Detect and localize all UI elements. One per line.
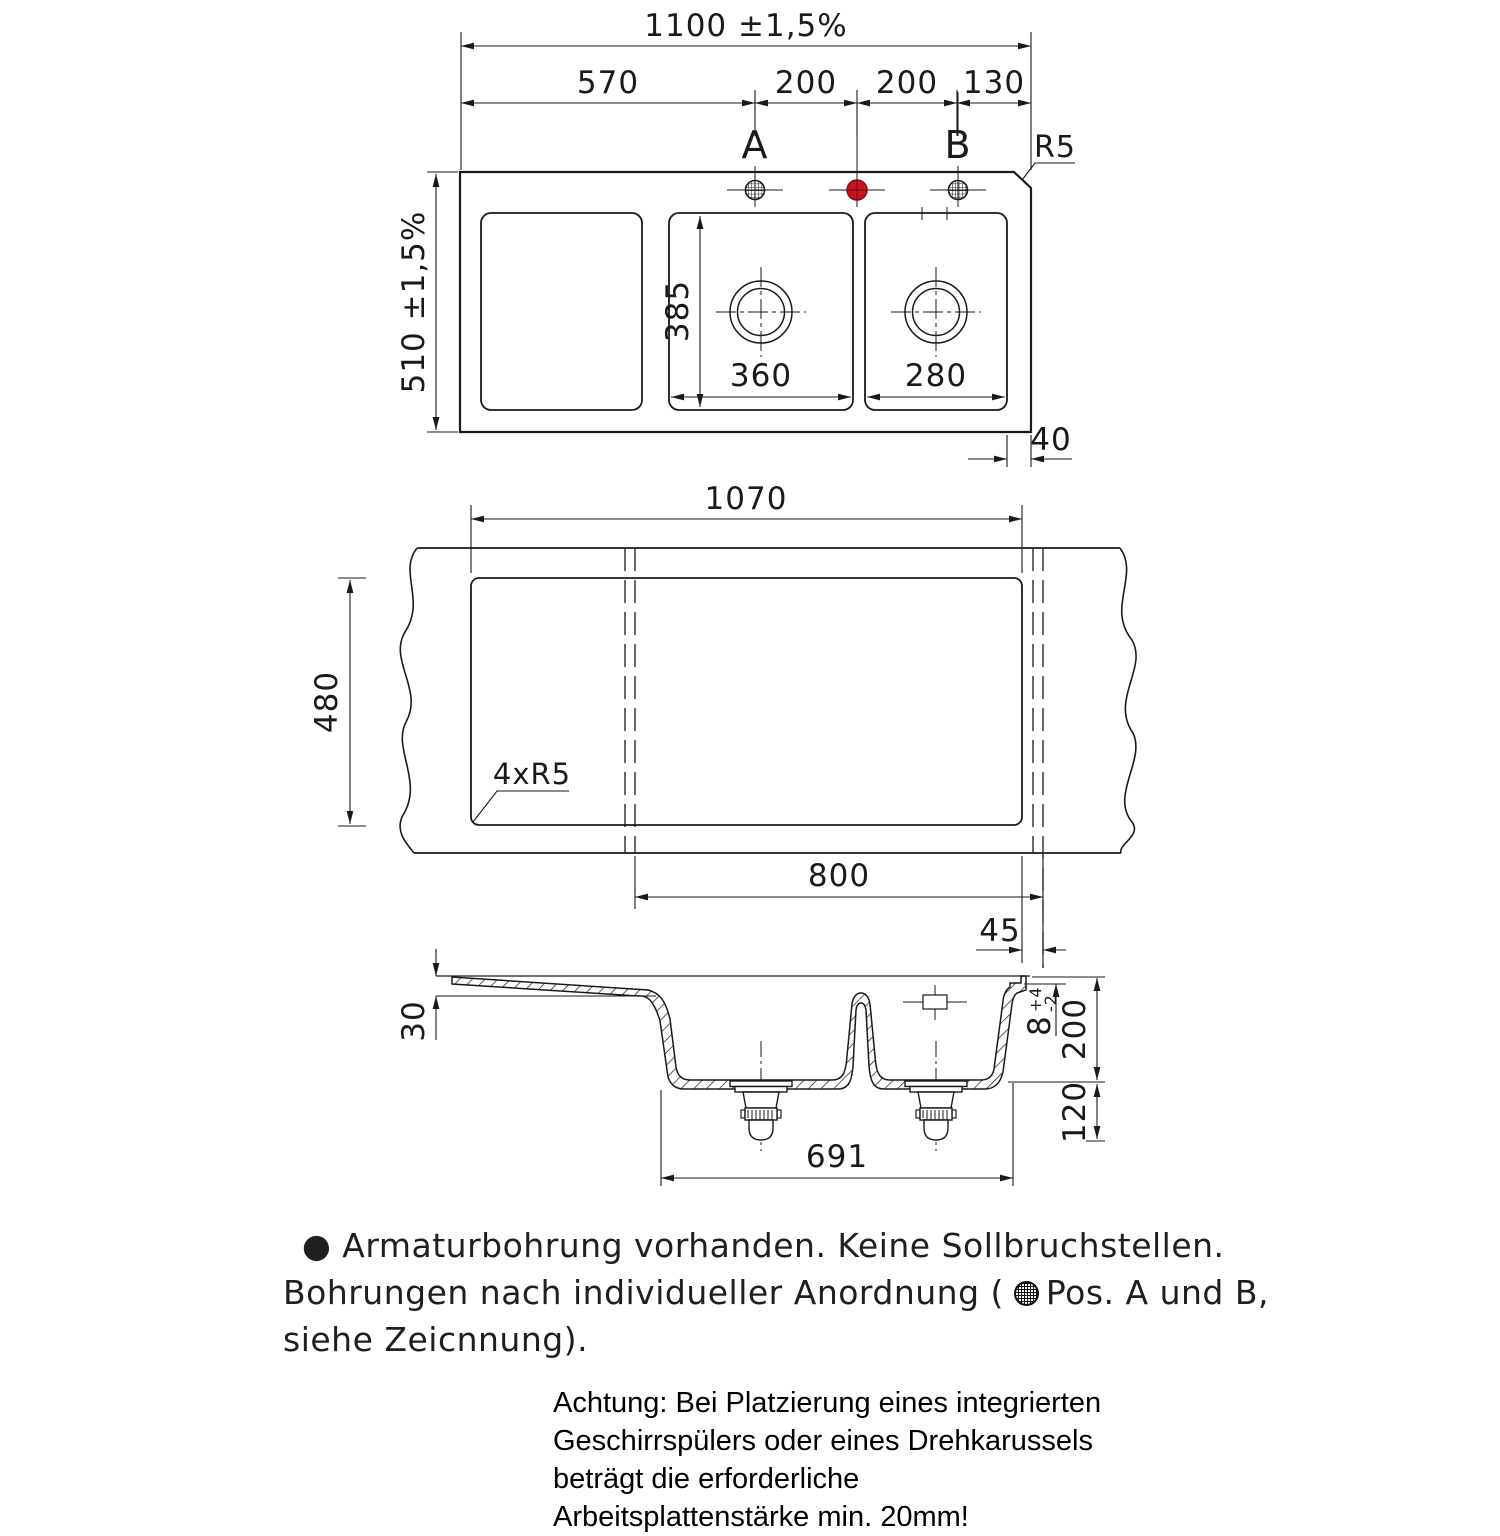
- dim-drain-height: [1057, 1081, 1105, 1143]
- svg-text:1070: 1070: [704, 481, 788, 517]
- note-line-2-pre: Bohrungen nach individueller Anordnung (: [283, 1273, 1004, 1312]
- section-view: [396, 949, 1105, 1186]
- warning-note: [553, 1384, 1113, 1536]
- svg-text:200: 200: [875, 65, 939, 101]
- note-line-2-post: Pos. A und B,: [1045, 1273, 1269, 1312]
- note-line-1: ● Armaturbohrung vorhanden. Keine Sollbruchstellen.: [302, 1226, 1225, 1265]
- svg-text:1100 ±1,5%: 1100 ±1,5%: [644, 8, 848, 44]
- note-line-3: siehe Zeicnnung).: [283, 1320, 589, 1359]
- dim-clearance-width: [635, 856, 1043, 909]
- svg-text:120: 120: [1057, 1080, 1093, 1144]
- svg-text:45: 45: [979, 913, 1021, 949]
- warning-line-4: Arbeitsplattenstärke min. 20mm!: [553, 1501, 969, 1533]
- dim-cutout-depth: [309, 578, 366, 826]
- drilling-notes: [283, 1222, 1293, 1363]
- dim-total-depth: [396, 172, 458, 432]
- dim-bowl2-width: [867, 358, 1005, 397]
- svg-text:360: 360: [729, 358, 793, 394]
- svg-text:800: 800: [807, 858, 871, 894]
- hole-label-b: B: [944, 123, 972, 167]
- svg-text:8: 8: [1022, 1015, 1058, 1036]
- svg-text:-2: -2: [1041, 994, 1060, 1012]
- top-view: [396, 8, 1076, 467]
- svg-text:200: 200: [774, 65, 838, 101]
- break-line-left: [400, 548, 417, 853]
- dim-bowl-inner-depth: [660, 216, 700, 407]
- dim-drain-span: [661, 1083, 1013, 1186]
- svg-text:130: 130: [962, 65, 1026, 101]
- hole-position-icon: [1014, 1281, 1039, 1306]
- svg-text:30: 30: [396, 1000, 432, 1042]
- dim-right-margin: [968, 422, 1072, 467]
- cutout-radius-callout: [473, 757, 571, 822]
- svg-text:200: 200: [1057, 997, 1093, 1061]
- svg-text:40: 40: [1030, 422, 1072, 458]
- svg-text:510 ±1,5%: 510 ±1,5%: [396, 210, 432, 394]
- cutout-view: [309, 481, 1136, 968]
- dim-bowl1-width: [671, 358, 851, 397]
- corner-radius-callout: [1022, 130, 1076, 180]
- hidden-lines: [625, 548, 1043, 968]
- warning-line-3: beträgt die erforderliche: [553, 1463, 860, 1495]
- warning-line-2: Geschirrspülers oder eines Drehkarussels: [553, 1425, 1093, 1457]
- bowl1-drain-icon: [716, 267, 806, 357]
- corner-radius-label: R5: [1034, 130, 1076, 165]
- warning-line-1: Achtung: Bei Platzierung eines integrierten: [553, 1387, 1102, 1419]
- dim-cutout-width: [471, 481, 1022, 573]
- bowl2-drain-section: [905, 1041, 967, 1151]
- bowl2-drain-icon: [891, 267, 981, 357]
- svg-text:280: 280: [904, 358, 968, 394]
- hole-label-a: A: [741, 123, 769, 167]
- svg-text:385: 385: [660, 279, 696, 343]
- overflow-marker-icon: [903, 985, 967, 1020]
- break-line-right: [1120, 548, 1136, 853]
- dim-clearance-offset: [976, 856, 1066, 968]
- bowl1-drain-section: [730, 1041, 792, 1151]
- sink-profile: [452, 976, 1026, 1089]
- note-line-2: [283, 1269, 1293, 1316]
- svg-text:570: 570: [576, 65, 640, 101]
- svg-text:480: 480: [309, 670, 345, 734]
- svg-text:691: 691: [805, 1139, 869, 1175]
- svg-text:4xR5: 4xR5: [492, 757, 572, 791]
- drainboard: [481, 213, 642, 410]
- svg-text:+4: +4: [1026, 986, 1045, 1012]
